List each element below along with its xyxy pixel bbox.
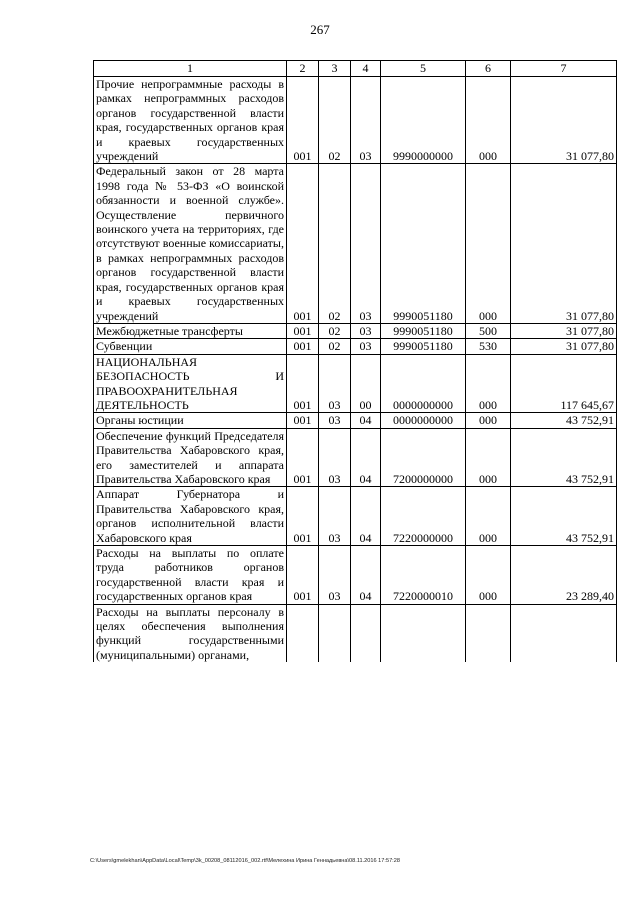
- target-article-code: 0000000000: [381, 413, 466, 428]
- budget-table: [93, 60, 617, 662]
- amount: 43 752,91: [511, 487, 617, 546]
- expense-type-code: [466, 604, 511, 662]
- expense-type-code: 000: [466, 487, 511, 546]
- table-row: [94, 323, 617, 338]
- expense-type-code: 000: [466, 354, 511, 413]
- ministry-code: 001: [287, 413, 319, 428]
- item-name: Субвенции: [94, 339, 287, 354]
- item-name: Аппарат Губернатора и Правительства Хабаровского края, органов исполнительной власти Хабаровского края: [94, 487, 287, 546]
- subsection-code: 03: [351, 164, 381, 323]
- amount: 43 752,91: [511, 428, 617, 487]
- section-code: [319, 604, 351, 662]
- item-name: Расходы на выплаты по оплате труда работников органов государственной власти края и государственных органов края: [94, 546, 287, 605]
- table-row: [94, 354, 617, 413]
- target-article-code: 7220000010: [381, 546, 466, 605]
- item-name: Федеральный закон от 28 марта 1998 года № 53-ФЗ «О воинской обязанности и военной службе». Осуществление первичного воинского учета на территориях, где отсутствуют военные комиссариаты, в рамках непрограммных расходов органов государственной власти края, государственных органов края и краевых государственных учреждений: [94, 164, 287, 323]
- section-code: 02: [319, 323, 351, 338]
- column-header: 5: [381, 61, 466, 77]
- file-path-footer: C:\Users\gmelekhan\AppData\Local\Temp\3k_00208_08112016_002.rtf\Мелехина Ирина Геннадьевна\08.11.2016 17:57:28: [90, 858, 400, 864]
- table-row: [94, 428, 617, 487]
- item-name: Органы юстиции: [94, 413, 287, 428]
- target-article-code: 0000000000: [381, 354, 466, 413]
- target-article-code: 9990051180: [381, 339, 466, 354]
- subsection-code: 03: [351, 339, 381, 354]
- ministry-code: 001: [287, 546, 319, 605]
- table-header-row: [94, 61, 617, 77]
- item-name: Расходы на выплаты персоналу в целях обеспечения выполнения функций государственными (муниципальными) органами,: [94, 604, 287, 662]
- column-header: 2: [287, 61, 319, 77]
- amount: 23 289,40: [511, 546, 617, 605]
- amount: 31 077,80: [511, 77, 617, 164]
- section-code: 03: [319, 428, 351, 487]
- target-article-code: 7200000000: [381, 428, 466, 487]
- expense-type-code: 500: [466, 323, 511, 338]
- column-header: 4: [351, 61, 381, 77]
- expense-type-code: 000: [466, 546, 511, 605]
- table-row: [94, 413, 617, 428]
- item-name: Межбюджетные трансферты: [94, 323, 287, 338]
- target-article-code: 9990051180: [381, 164, 466, 323]
- target-article-code: 9990000000: [381, 77, 466, 164]
- table-row: [94, 546, 617, 605]
- amount: 31 077,80: [511, 164, 617, 323]
- item-name: Прочие непрограммные расходы в рамках непрограммных расходов органов государственной власти края, государственных органов края и краевых государственных учреждений: [94, 77, 287, 164]
- table-row: [94, 487, 617, 546]
- amount: 43 752,91: [511, 413, 617, 428]
- subsection-code: 04: [351, 487, 381, 546]
- ministry-code: 001: [287, 339, 319, 354]
- table-row: [94, 339, 617, 354]
- section-code: 02: [319, 77, 351, 164]
- section-code: 03: [319, 354, 351, 413]
- subsection-code: 04: [351, 428, 381, 487]
- ministry-code: 001: [287, 354, 319, 413]
- target-article-code: 9990051180: [381, 323, 466, 338]
- target-article-code: 7220000000: [381, 487, 466, 546]
- page-number: 267: [310, 22, 330, 37]
- table-row: [94, 604, 617, 662]
- amount: 31 077,80: [511, 339, 617, 354]
- ministry-code: 001: [287, 77, 319, 164]
- subsection-code: 04: [351, 546, 381, 605]
- ministry-code: [287, 604, 319, 662]
- section-code: 03: [319, 487, 351, 546]
- ministry-code: 001: [287, 428, 319, 487]
- subsection-code: 04: [351, 413, 381, 428]
- section-code: 03: [319, 546, 351, 605]
- item-name: Обеспечение функций Председателя Правительства Хабаровского края, его заместителей и аппарата Правительства Хабаровского края: [94, 428, 287, 487]
- section-code: 02: [319, 164, 351, 323]
- table-row: [94, 77, 617, 164]
- column-header: 1: [94, 61, 287, 77]
- section-code: 02: [319, 339, 351, 354]
- ministry-code: 001: [287, 487, 319, 546]
- expense-type-code: 530: [466, 339, 511, 354]
- table-row: [94, 164, 617, 323]
- column-header: 7: [511, 61, 617, 77]
- column-header: 3: [319, 61, 351, 77]
- amount: 117 645,67: [511, 354, 617, 413]
- subsection-code: 03: [351, 77, 381, 164]
- item-name: НАЦИОНАЛЬНАЯ БЕЗОПАСНОСТЬ И ПРАВООХРАНИТЕЛЬНАЯ ДЕЯТЕЛЬНОСТЬ: [94, 354, 287, 413]
- expense-type-code: 000: [466, 428, 511, 487]
- ministry-code: 001: [287, 323, 319, 338]
- amount: [511, 604, 617, 662]
- subsection-code: 00: [351, 354, 381, 413]
- section-code: 03: [319, 413, 351, 428]
- subsection-code: 03: [351, 323, 381, 338]
- expense-type-code: 000: [466, 413, 511, 428]
- subsection-code: [351, 604, 381, 662]
- ministry-code: 001: [287, 164, 319, 323]
- target-article-code: [381, 604, 466, 662]
- amount: 31 077,80: [511, 323, 617, 338]
- expense-type-code: 000: [466, 164, 511, 323]
- column-header: 6: [466, 61, 511, 77]
- expense-type-code: 000: [466, 77, 511, 164]
